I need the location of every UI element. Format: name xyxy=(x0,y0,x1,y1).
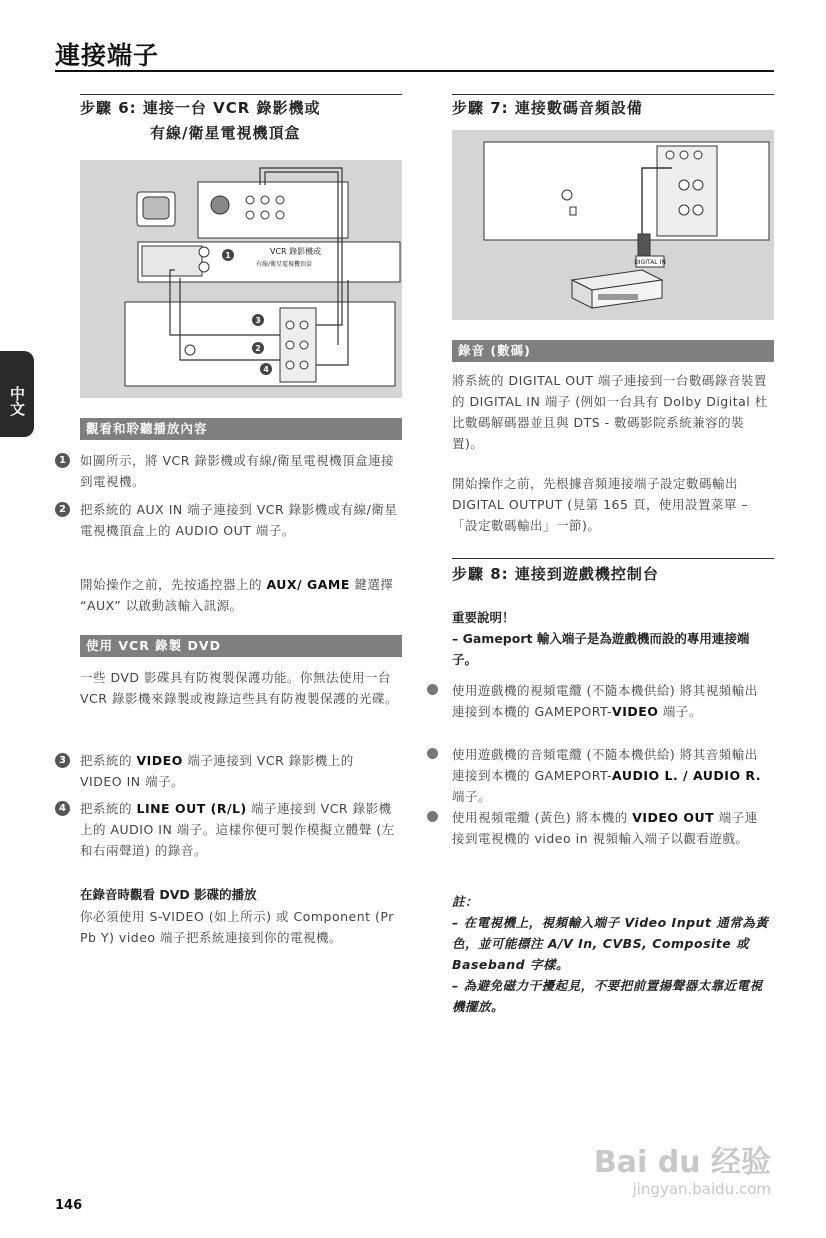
bullet1-pre: 使用遊戲機的視頻電纜 (不隨本機供給) 將其視頻輸出連接到本機的 GAMEPORT- xyxy=(452,683,758,719)
bullet1-post: 端子。 xyxy=(658,704,702,719)
important-title: 重要說明！ xyxy=(452,610,515,625)
page-title: 連接端子 xyxy=(55,41,160,70)
step6-heading-line2: 有線/衛星電視機頂盒 xyxy=(150,124,301,142)
digital-in-label: DIGITAL IN xyxy=(634,259,666,266)
bullet-dot-3 xyxy=(427,811,438,822)
step-number-3: 3 xyxy=(55,753,70,768)
digital-diagram-svg xyxy=(452,130,774,320)
note-2: – 為避免磁力干擾起見，不要把前置揚聲器太靠近電視機擺放。 xyxy=(452,978,763,1014)
section-rule-right xyxy=(452,94,774,95)
note-title: 註： xyxy=(452,894,479,909)
rec-watch-heading: 在錄音時觀看 DVD 影碟的播放 xyxy=(80,887,257,902)
rec-watch-paragraph: 你必須使用 S-VIDEO (如上所示) 或 Component (Pr Pb Y) video 端子把系統連接到你的電視機。 xyxy=(80,909,394,945)
bullet3-pre: 使用視頻電纜 (黃色) 將本機的 xyxy=(452,810,633,825)
bullet2-pre: 使用遊戲機的音頻電纜 (不隨本機供給) 將其音頻輸出連接到本機的 GAMEPORT- xyxy=(452,747,758,783)
section-rule xyxy=(80,94,402,95)
language-tab-label: 中文 xyxy=(8,386,26,416)
bullet3-bold: VIDEO OUT xyxy=(632,810,715,825)
title-rule xyxy=(55,70,774,72)
bullet-dot-1 xyxy=(427,684,438,695)
language-tab xyxy=(0,351,34,437)
vcr-connection-diagram xyxy=(80,160,402,398)
system-back-panel-digital xyxy=(484,142,769,240)
diagram-marker-2: 2 xyxy=(255,344,261,353)
diagram-marker-3: 3 xyxy=(255,316,261,325)
item4-pre: 把系統的 xyxy=(80,801,137,816)
bullet2-text xyxy=(452,744,770,807)
page-number: 146 xyxy=(55,1198,83,1213)
step-number-2: 2 xyxy=(55,502,70,517)
step-number-1: 1 xyxy=(55,453,70,468)
item3-pre: 把系統的 xyxy=(80,753,137,768)
aux-pre: 開始操作之前，先按遙控器上的 xyxy=(80,577,267,592)
vcr-paragraph: 一些 DVD 影碟具有防複製保護功能。你無法使用一台 VCR 錄影機來錄製或複錄這些具有防複製保護的光碟。 xyxy=(80,670,398,706)
step6-heading: 步驟 6: 連接一台 VCR 錄影機或 xyxy=(80,99,321,117)
digital-record-bar: 錄音 (數碼) xyxy=(452,340,774,362)
vcr-record-bar: 使用 VCR 錄製 DVD xyxy=(80,635,402,657)
baidu-watermark xyxy=(571,1146,771,1198)
bullet2-bold: AUDIO L. / AUDIO R. xyxy=(612,768,762,783)
diagram-marker-4: 4 xyxy=(263,365,269,374)
bullet-dot-2 xyxy=(427,748,438,759)
aux-paragraph xyxy=(80,574,398,616)
aux-bold: AUX/ GAME xyxy=(266,577,350,592)
item4-text xyxy=(80,798,398,861)
item4-bold: LINE OUT (R/L) xyxy=(136,801,247,816)
tv-screen xyxy=(143,197,169,219)
item2-text: 把系統的 AUX IN 端子連接到 VCR 錄影機或有線/衛星電視機頂盒上的 AUDIO OUT 端子。 xyxy=(80,502,398,538)
item3-post: 端子連接到 VCR 錄影機上的 VIDEO IN 端子。 xyxy=(80,753,354,789)
bullet1-bold: VIDEO xyxy=(612,704,659,719)
item3-bold: VIDEO xyxy=(136,753,183,768)
bullet3-post: 端子連接到電視機的 video in 視頻輸入端子以觀看遊戲。 xyxy=(452,810,758,846)
bullet2-post: 端子。 xyxy=(452,789,492,804)
diagram-label-line2: 有線/衛星電視機頂盒 xyxy=(256,261,313,268)
item1-text: 如圖所示，將 VCR 錄影機或有線/衛星電視機頂盒連接到電視機。 xyxy=(80,453,395,489)
aux-post: 鍵選擇 “AUX” 以啟動該輸入訊源。 xyxy=(80,577,394,613)
important-body: – Gameport 輸入端子是為遊戲機而設的專用連接端子。 xyxy=(452,631,750,667)
item4-post: 端子連接到 VCR 錄影機上的 AUDIO IN 端子。這樣你便可製作模擬立體聲 (左和右兩聲道) 的錄音。 xyxy=(80,801,395,858)
step-number-4: 4 xyxy=(55,801,70,816)
digital-setup-paragraph: 開始操作之前，先根據音頻連接端子設定數碼輸出 DIGITAL OUTPUT (見第 165 頁，使用設置菜單 – 「設定數碼輸出」一節)。 xyxy=(452,476,749,533)
step8-heading: 步驟 8: 連接到遊戲機控制台 xyxy=(452,565,659,583)
section-rule-step8 xyxy=(452,558,774,559)
step7-heading: 步驟 7: 連接數碼音頻設備 xyxy=(452,99,643,117)
item3-text xyxy=(80,750,398,792)
watermark-url: jingyan.baidu.com xyxy=(632,1180,771,1198)
digital-connection-diagram xyxy=(452,130,774,320)
diagram-marker-1: 1 xyxy=(225,251,231,260)
digital-record-paragraph: 將系統的 DIGITAL OUT 端子連接到一台數碼錄音裝置的 DIGITAL IN 端子 (例如一台具有 Dolby Digital 杜比數碼解碼器並且與 DTS - 數碼影院系統兼容的裝置)。 xyxy=(452,373,768,451)
bullet3-text xyxy=(452,807,770,849)
diagram-label-line1: VCR 錄影機或 xyxy=(270,247,322,256)
watch-section-bar: 觀看和聆聽播放內容 xyxy=(80,418,402,440)
note-1: – 在電視機上，視頻輸入端子 Video Input 通常為黃色，並可能標注 A/V In, CVBS, Composite 或 Baseband 字樣。 xyxy=(452,915,769,972)
bullet1-text xyxy=(452,680,770,722)
vcr-diagram-svg xyxy=(80,160,402,398)
watermark-brand: Bai du 经验 xyxy=(593,1145,771,1180)
